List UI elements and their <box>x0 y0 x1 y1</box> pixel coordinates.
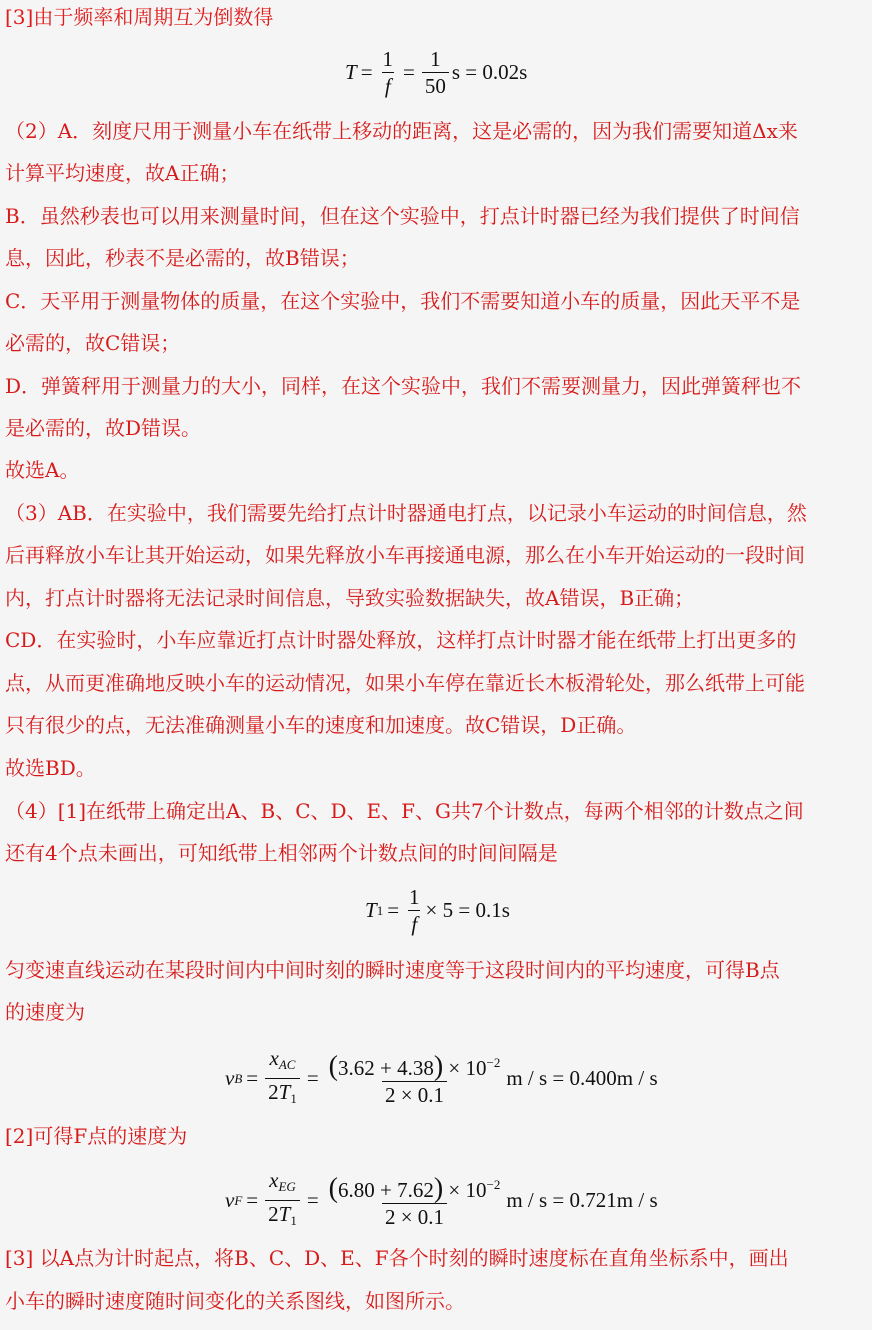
text-line-5: 息，因此，秒表不是必需的，故B错误； <box>5 246 360 270</box>
eq4-frac-2: $\frac{(6.80 + 7.62) \times 10^{-2}}{2 \times 0.1}$ <box>328 1172 501 1229</box>
eq2-rhs: × 5 = 0.1s <box>425 898 510 922</box>
text-line-19: 还有4个点未画出，可知纸带上相邻两个计数点间的时间间隔是 <box>5 841 558 865</box>
eq4-x-sub: EG <box>278 1179 296 1194</box>
eq3-exp: −2 <box>486 1054 501 1070</box>
eq4-lhs-sub: F <box>234 1192 243 1208</box>
eq4-result: m / s = 0.721m / s <box>506 1188 658 1212</box>
eq3-den-expr: 2 × 0.1 <box>382 1081 447 1108</box>
text-line-9: 是必需的，故D错误。 <box>5 416 202 440</box>
eq4-num-expr: 6.80 + 7.62 <box>337 1177 434 1202</box>
text-line-23: [3] 以A点为计时起点，将B、C、D、E、F各个时刻的瞬时速度标在直角坐标系中，画出 <box>5 1246 789 1270</box>
text-line-1: [3]由于频率和周期互为倒数得 <box>5 5 274 29</box>
text-line-15: 点，从而更准确地反映小车的运动情况，如果小车停在靠近长木板滑轮处，那么纸带上可能 <box>5 671 805 695</box>
eq4-frac-1: $\frac{x_{EG}}{2T_1}$ <box>265 1167 300 1234</box>
text-line-10: 故选A。 <box>5 458 80 482</box>
eq4-exp: −2 <box>486 1176 501 1192</box>
eq3-frac-1: $\frac{x_{AC}}{2T_1}$ <box>265 1045 300 1112</box>
eq1-den2: 50 <box>422 72 449 99</box>
eq3-lhs: v <box>225 1066 235 1090</box>
text-line-12: 后再释放小车让其开始运动，如果先释放小车再接通电源，那么在小车开始运动的一段时间 <box>5 543 805 567</box>
text-line-14: CD．在实验时，小车应靠近打点计时器处释放，这样打点计时器才能在纸带上打出更多的 <box>5 628 797 652</box>
eq2-den: f <box>411 912 418 936</box>
text-line-17: 故选BD。 <box>5 756 96 780</box>
text-line-24: 小车的瞬时速度随时间变化的关系图线，如图所示。 <box>5 1289 465 1313</box>
text-line-13: 内，打点计时器将无法记录时间信息，导致实验数据缺失，故A错误，B正确； <box>5 586 695 610</box>
equation-velocity-f: v F = $\frac{x_{EG}}{2T_1}$ = $\frac{(6.80 + 7.62) \times 10^{-2}}{2 \times 0.1}$ m / s = 0.721m / s <box>225 1167 658 1234</box>
eq3-num-expr: 3.62 + 4.38 <box>337 1055 434 1080</box>
eq2-frac <box>406 884 423 937</box>
eq2-lhs: T <box>365 898 377 922</box>
eq4-lhs: v <box>225 1188 235 1212</box>
eq3-frac-2: $\frac{(3.62 + 4.38) \times 10^{-2}}{2 \times 0.1}$ <box>328 1050 501 1107</box>
eq2-lhs-sub: 1 <box>376 902 384 918</box>
text-line-6: C．天平用于测量物体的质量，在这个实验中，我们不需要知道小车的质量，因此天平不是 <box>5 289 801 313</box>
text-line-11: （3）AB．在实验中，我们需要先给打点计时器通电打点，以记录小车运动的时间信息，然 <box>5 501 807 525</box>
eq1-lhs: T <box>345 60 357 84</box>
text-line-3: 计算平均速度，故A正确； <box>5 161 240 185</box>
eq1-num1: 1 <box>382 47 394 71</box>
equation-period: T = $\frac{1}{f}$ = $\frac{1}{50}$ s = 0.02s <box>345 47 528 98</box>
eq2-num: 1 <box>409 885 420 909</box>
eq1-rhs: s = 0.02s <box>451 60 528 84</box>
equation-interval: T 1 = $\frac{1}{f}$ × 5 = 0.1s <box>365 885 510 936</box>
eq1-frac-1 <box>380 46 397 99</box>
eq3-x-sub: AC <box>278 1057 296 1072</box>
eq1-frac-2 <box>422 46 449 99</box>
eq3-result: m / s = 0.400m / s <box>506 1066 658 1090</box>
equation-velocity-b: v B = $\frac{x_{AC}}{2T_1}$ = $\frac{(3.62 + 4.38) \times 10^{-2}}{2 \times 0.1}$ m / s = 0.400m / s <box>225 1045 658 1112</box>
text-line-8: D．弹簧秤用于测量力的大小，同样，在这个实验中，我们不需要测量力，因此弹簧秤也不 <box>5 374 802 398</box>
text-line-4: B．虽然秒表也可以用来测量时间，但在这个实验中，打点计时器已经为我们提供了时间信 <box>5 204 800 228</box>
text-line-21: 的速度为 <box>5 1000 85 1024</box>
text-line-16: 只有很少的点，无法准确测量小车的速度和加速度。故C错误，D正确。 <box>5 713 637 737</box>
eq3-lhs-sub: B <box>234 1070 243 1086</box>
eq1-den1: f <box>384 74 391 98</box>
text-line-2: （2）A．刻度尺用于测量小车在纸带上移动的距离，这是必需的，因为我们需要知道Δx来 <box>5 119 798 143</box>
text-line-7: 必需的，故C错误； <box>5 331 181 355</box>
text-line-22: [2]可得F点的速度为 <box>5 1124 188 1148</box>
eq1-num2: 1 <box>430 47 441 71</box>
text-line-20: 匀变速直线运动在某段时间内中间时刻的瞬时速度等于这段时间内的平均速度，可得B点 <box>5 958 780 982</box>
eq4-den-expr: 2 × 0.1 <box>382 1203 447 1230</box>
text-line-18: （4）[1]在纸带上确定出A、B、C、D、E、F、G共7个计数点，每两个相邻的计数点之间 <box>5 799 804 823</box>
